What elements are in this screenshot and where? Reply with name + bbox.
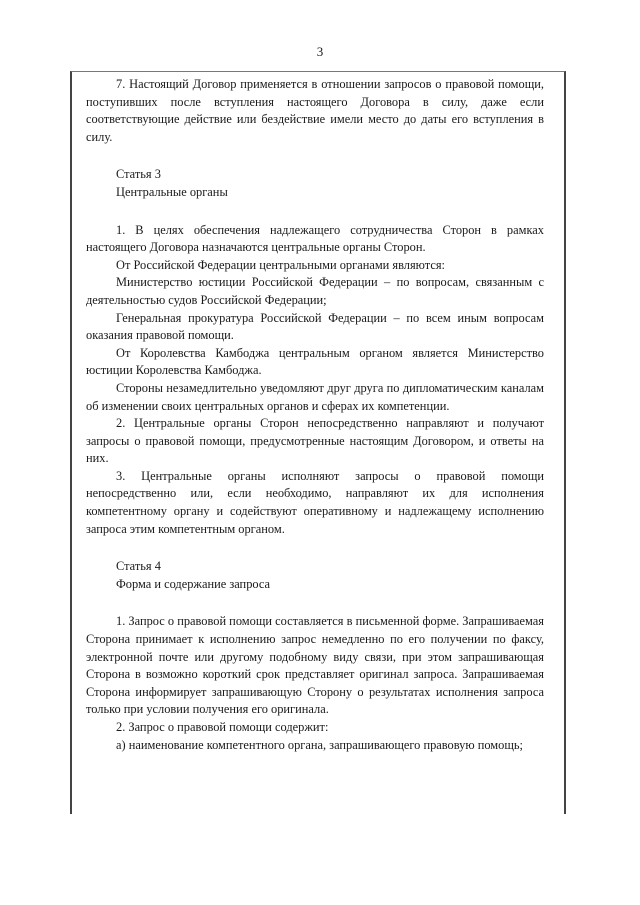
article-3-paragraph: 3. Центральные органы исполняют запросы о правовой помощи непосредственно или, если необходимо, направляют их для исполнения компетентному органу и содействуют оперативному и надлежащему исполнению запроса этим компетентным органом. bbox=[86, 468, 544, 536]
article-3-paragraph: 1. В целях обеспечения надлежащего сотрудничества Сторон в рамках настоящего Договора назначаются центральные органы Сторон. bbox=[86, 222, 544, 255]
document-body bbox=[86, 76, 544, 754]
article-3-paragraph: Стороны незамедлительно уведомляют друг друга по дипломатическим каналам об изменении своих центральных органов и сферах их компетенции. bbox=[86, 380, 544, 413]
article-3-number: Статья 3 bbox=[116, 167, 161, 182]
article-4-number: Статья 4 bbox=[116, 559, 161, 574]
article-4-paragraph: 1. Запрос о правовой помощи составляется в письменной форме. Запрашиваемая Сторона принимает к исполнению запрос немедленно по его получении по факсу, электронной почте или другому подобному виду связи, при этом запрашивающая Сторона в возможно короткий срок представляет оригинал запроса. Запрашиваемая Сторона информирует запрашивающую Сторону о результатах исполнения запроса только при условии получения его оригинала. bbox=[86, 614, 544, 717]
article-4-heading bbox=[86, 558, 544, 593]
article-3-paragraph: От Королевства Камбоджа центральным органом является Министерство юстиции Королевства Камбоджа. bbox=[86, 345, 544, 378]
page-number: 3 bbox=[316, 44, 324, 59]
article-3-heading bbox=[86, 166, 544, 201]
article-3-paragraph: Генеральная прокуратура Российской Федерации – по всем иным вопросам оказания правовой помощи. bbox=[86, 310, 544, 343]
article-4-paragraph: а) наименование компетентного органа, запрашивающего правовую помощь; bbox=[116, 737, 523, 752]
article-3-paragraph: От Российской Федерации центральными органами являются: bbox=[116, 257, 445, 272]
article-3-title: Центральные органы bbox=[116, 184, 228, 199]
article-4-title: Форма и содержание запроса bbox=[116, 576, 271, 591]
article-4-paragraph: 2. Запрос о правовой помощи содержит: bbox=[116, 720, 329, 734]
paragraph-7: 7. Настоящий Договор применяется в отношении запросов о правовой помощи, поступивших после вступления настоящего Договора в силу, даже если соответствующие действие или бездействие имели место до даты его вступления в силу. bbox=[86, 77, 544, 144]
article-3-paragraph: Министерство юстиции Российской Федерации – по вопросам, связанным с деятельностью судов Российской Федерации; bbox=[86, 275, 544, 307]
article-3-paragraph: 2. Центральные органы Сторон непосредственно направляют и получают запросы о правовой помощи, предусмотренные настоящим Договором, и ответы на них. bbox=[86, 416, 544, 466]
